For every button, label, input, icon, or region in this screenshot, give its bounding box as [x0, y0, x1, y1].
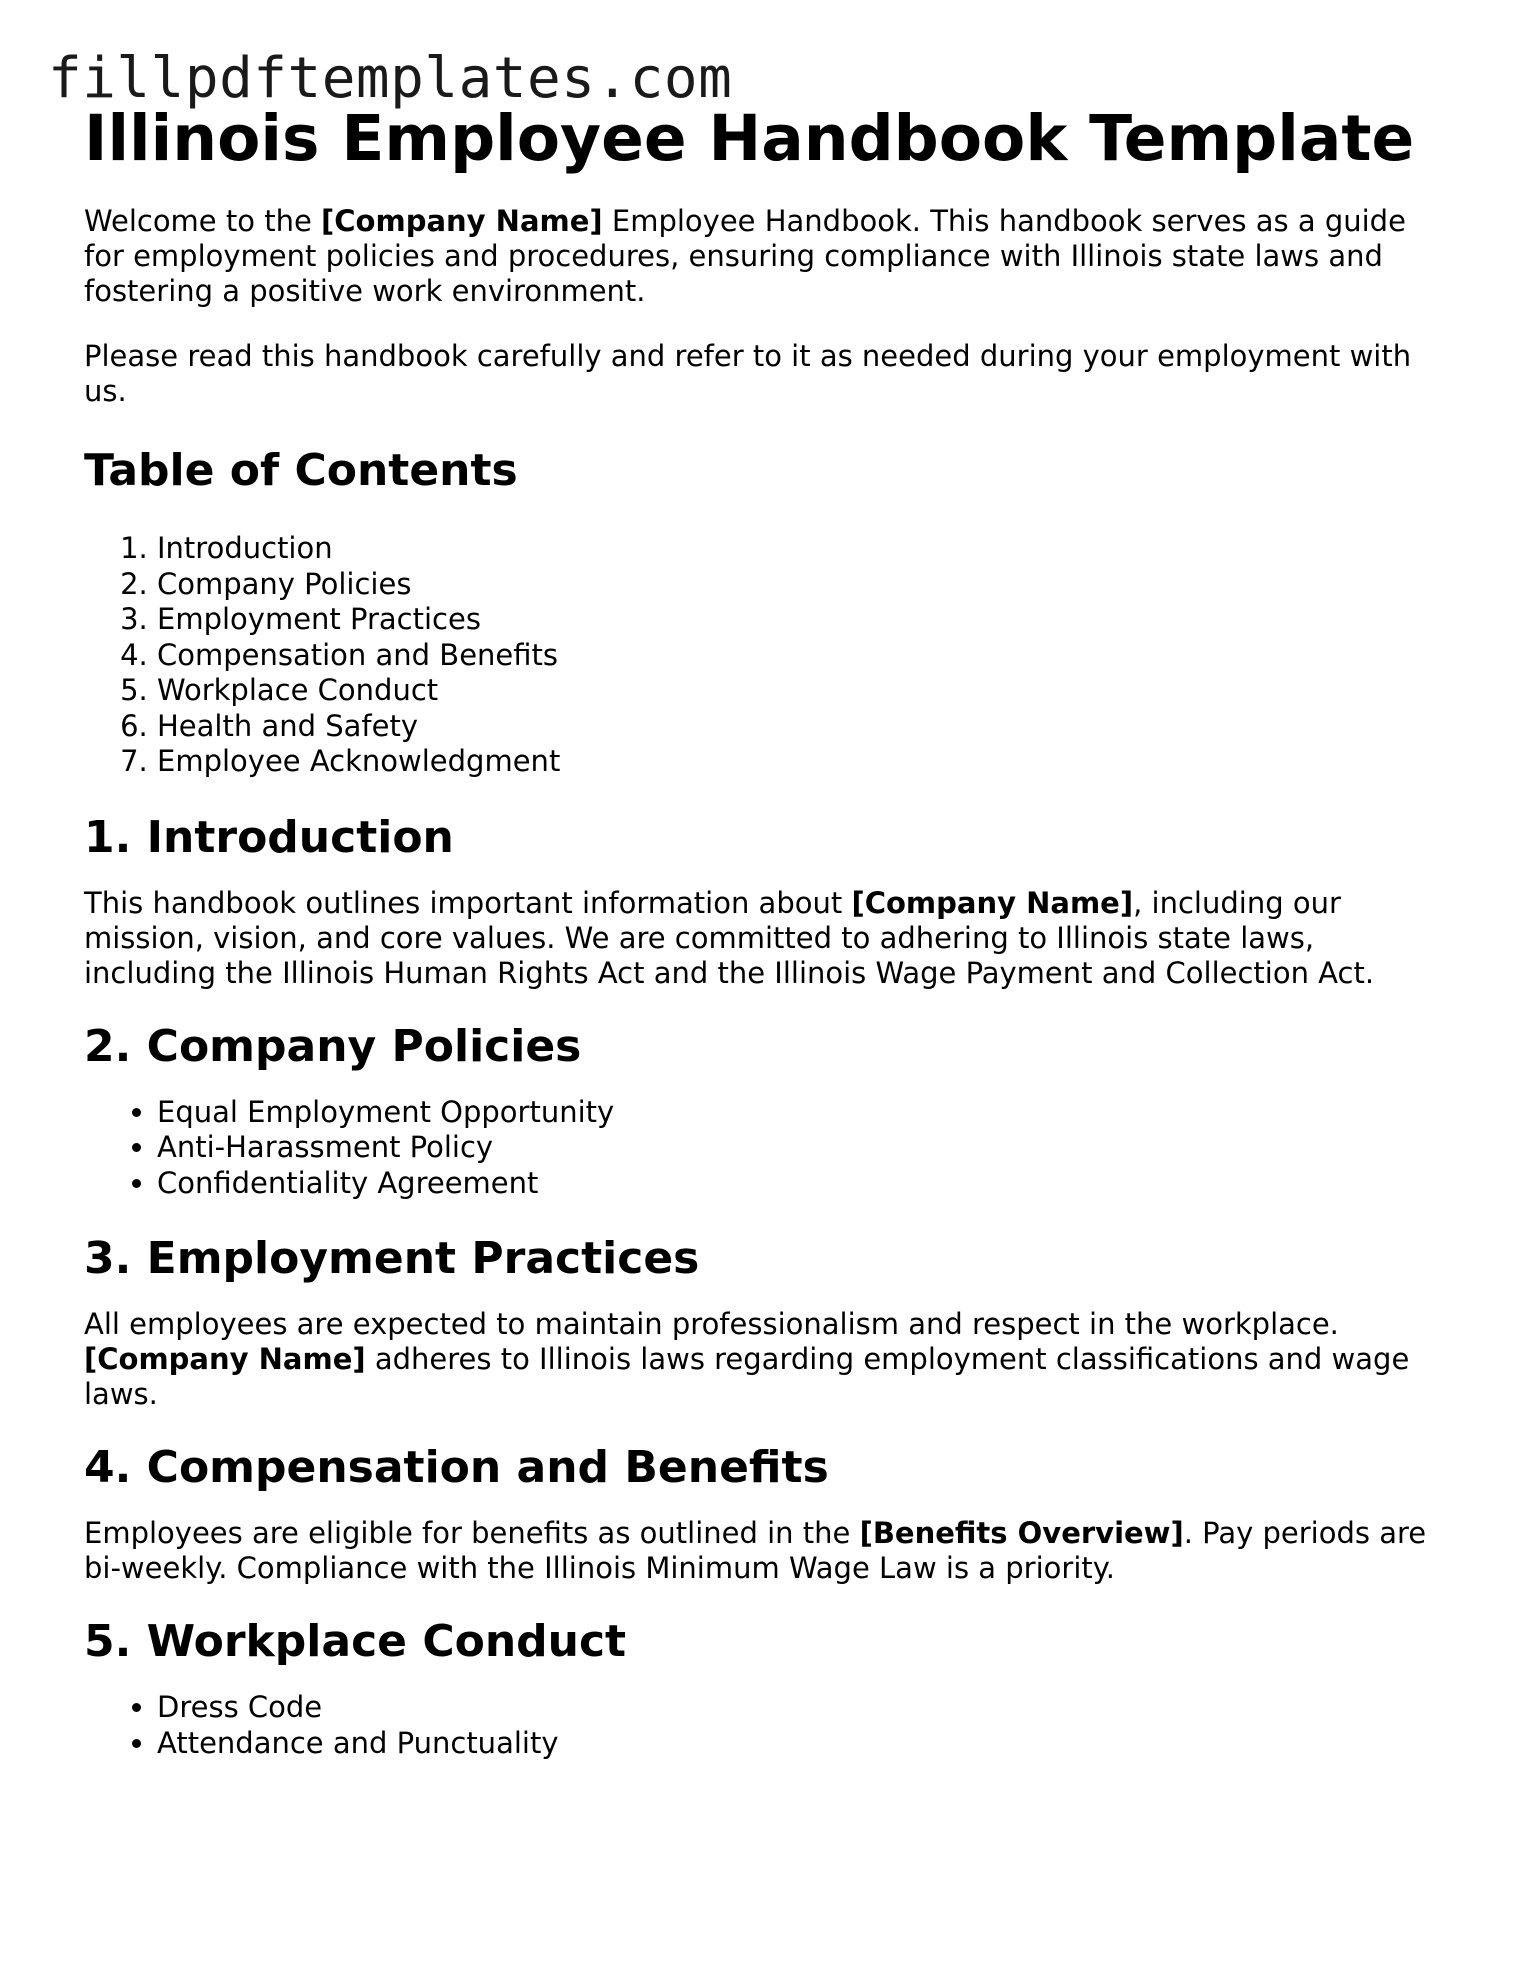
company-name-placeholder: [Company Name]	[851, 885, 1134, 920]
toc-item: 3. Employment Practices	[157, 602, 1454, 638]
toc-heading: Table of Contents	[84, 445, 518, 496]
company-policies-list	[84, 1095, 1454, 1202]
text-before: All employees are expected to maintain professionalism and respect in the workplace.	[84, 1307, 1339, 1341]
intro-paragraph	[84, 204, 1454, 309]
toc-list	[84, 531, 1454, 780]
toc-item: 5. Workplace Conduct	[157, 673, 1454, 709]
document-body	[84, 98, 1454, 1791]
toc-item: 1. Introduction	[157, 531, 1454, 567]
section-introduction-text	[84, 886, 1454, 991]
toc-item: 6. Health and Safety	[157, 709, 1454, 745]
section-heading-introduction: 1. Introduction	[84, 811, 454, 863]
list-item: • Dress Code	[157, 1690, 1454, 1726]
workplace-conduct-list	[84, 1690, 1454, 1761]
section-compensation-text	[84, 1516, 1454, 1586]
list-item: • Confidentiality Agreement	[157, 1166, 1454, 1202]
list-item: • Anti-Harassment Policy	[157, 1130, 1454, 1166]
document-title: Illinois Employee Handbook Template	[84, 102, 1415, 175]
intro-text-after: Employee Handbook. This handbook serves as a guide for employment policies and procedures, ensuring compliance with Illinois state laws and fostering a positive work environment.	[84, 204, 1406, 308]
list-item: • Equal Employment Opportunity	[157, 1095, 1454, 1131]
toc-item: 7. Employee Acknowledgment	[157, 744, 1454, 780]
company-name-placeholder: [Company Name]	[84, 1342, 366, 1376]
toc-item: 2. Company Policies	[157, 567, 1454, 603]
section-heading-workplace-conduct: 5. Workplace Conduct	[84, 1616, 627, 1667]
section-heading-compensation-benefits: 4. Compensation and Benefits	[84, 1442, 829, 1493]
toc-item: 4. Compensation and Benefits	[157, 638, 1454, 674]
intro-text-before: Welcome to the	[84, 204, 322, 238]
text-after: adheres to Illinois laws regarding employment classifications and wage laws.	[84, 1342, 1410, 1411]
text-before: Employees are eligible for benefits as outlined in the	[84, 1516, 860, 1550]
text-before: This handbook outlines important information about	[84, 885, 852, 920]
section-heading-employment-practices: 3. Employment Practices	[84, 1233, 700, 1284]
benefits-overview-placeholder: [Benefits Overview]	[859, 1516, 1184, 1550]
section-heading-company-policies: 2. Company Policies	[84, 1020, 582, 1072]
company-name-placeholder: [Company Name]	[321, 204, 603, 238]
text-after: . Pay periods are bi-weekly. Compliance with the Illinois Minimum Wage Law is a priority.	[84, 1516, 1427, 1585]
section-employment-practices-text	[84, 1307, 1454, 1412]
list-item: • Attendance and Punctuality	[157, 1726, 1454, 1762]
text-after: , including our mission, vision, and core values. We are committed to adhering to Illinois state laws, including the Illinois Human Rights Act and the Illinois Wage Payment and Collection Act.	[84, 885, 1375, 990]
watermark: fillpdftemplates.com	[48, 46, 733, 111]
intro-paragraph-2: Please read this handbook carefully and refer to it as needed during your employment with us.	[84, 339, 1412, 408]
